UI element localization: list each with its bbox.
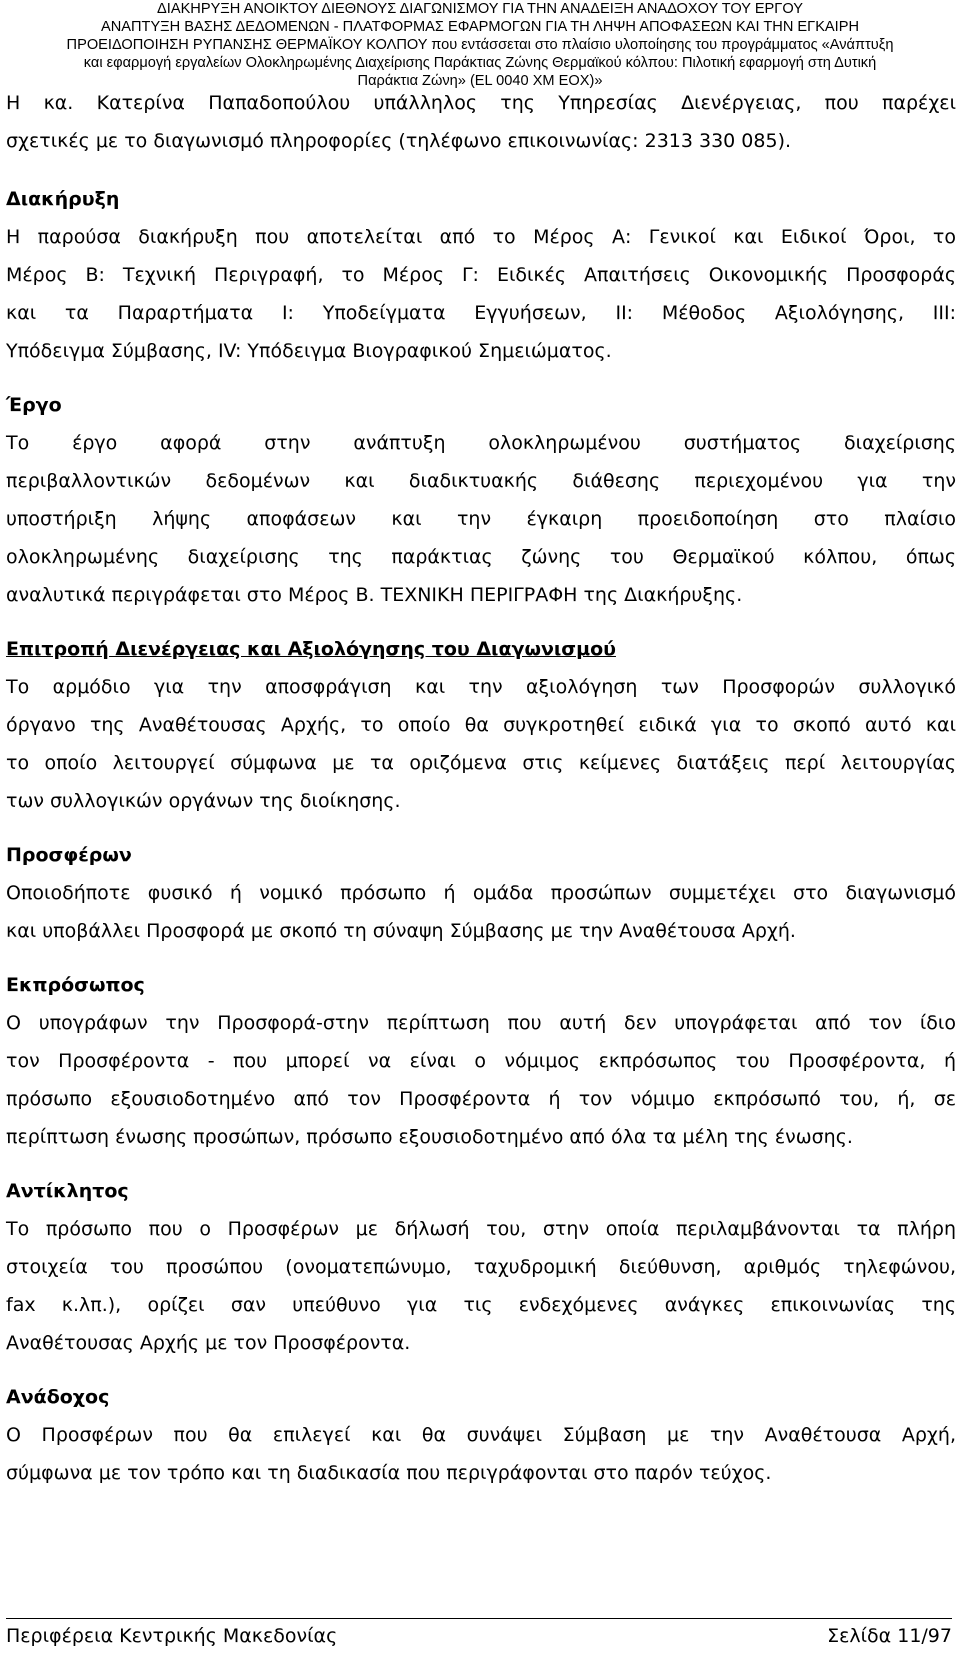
text-line: πρόσωπο εξουσιοδοτημένο από τον Προσφέροντα ή τον νόμιμο εκπρόσωπό του, ή, σε [6, 1088, 956, 1110]
header-line: ΔΙΑΚΗΡΥΞΗ ΑΝΟΙΚΤΟΥ ΔΙΕΘΝΟΥΣ ΔΙΑΓΩΝΙΣΜΟΥ ΓΙΑ ΤΗΝ ΑΝΑΔΕΙΞΗ ΑΝΑΔΟΧΟΥ ΤΟΥ ΕΡΓΟΥ [157, 1, 803, 17]
section-diakiryxi [6, 180, 956, 370]
intro-paragraph [6, 84, 956, 160]
document-body [6, 84, 956, 1492]
text-line: των συλλογικών οργάνων της διοίκησης. [6, 790, 401, 812]
section-paragraph [6, 1416, 956, 1492]
text-line: Το πρόσωπο που ο Προσφέρων με δήλωσή του, στην οποία περιλαμβάνονται τα πλήρη [6, 1218, 956, 1240]
text-line: στοιχεία του προσώπου (ονοματεπώνυμο, ταχυδρομική διεύθυνση, αριθμός τηλεφώνου, [6, 1256, 956, 1278]
text-line: Το αρμόδιο για την αποσφράγιση και την αξιολόγηση των Προσφορών συλλογικό [6, 676, 956, 698]
text-line: σύμφωνα με τον τρόπο και τη διαδικασία που περιγράφονται στο παρόν τεύχος. [6, 1462, 772, 1484]
section-anadoxos [6, 1378, 956, 1492]
text-line: και τα Παραρτήματα Ι: Υποδείγματα Εγγυήσεων, ΙΙ: Μέθοδος Αξιολόγησης, ΙΙΙ: [6, 302, 956, 324]
text-line: το οποίο λειτουργεί σύμφωνα με τα οριζόμενα στις κείμενες διατάξεις περί λειτουργίας [6, 752, 956, 774]
text-line: Μέρος Β: Τεχνική Περιγραφή, το Μέρος Γ: Ειδικές Απαιτήσεις Οικονομικής Προσφοράς [6, 264, 956, 286]
text-line: Αναθέτουσας Αρχής με τον Προσφέροντα. [6, 1332, 411, 1354]
text-line: Το έργο αφορά στην ανάπτυξη ολοκληρωμένου συστήματος διαχείρισης [6, 432, 956, 454]
text-line: και υποβάλλει Προσφορά με σκοπό τη σύναψη Σύμβασης με την Αναθέτουσα Αρχή. [6, 920, 796, 942]
text-line: Ο Προσφέρων που θα επιλεγεί και θα συνάψει Σύμβαση με την Αναθέτουσα Αρχή, [6, 1424, 956, 1446]
section-heading: Αντίκλητος [6, 1180, 129, 1202]
text-line: Η κα. Κατερίνα Παπαδοπούλου υπάλληλος της Υπηρεσίας Διενέργειας, που παρέχει [6, 92, 956, 114]
text-line: ολοκληρωμένης διαχείρισης της παράκτιας ζώνης του Θερμαϊκού κόλπου, όπως [6, 546, 956, 568]
page-number: Σελίδα 11/97 [827, 1625, 952, 1647]
page-header [0, 0, 960, 90]
header-line: ΑΝΑΠΤΥΞΗ ΒΑΣΗΣ ΔΕΔΟΜΕΝΩΝ - ΠΛΑΤΦΟΡΜΑΣ ΕΦΑΡΜΟΓΩΝ ΓΙΑ ΤΗ ΛΗΨΗ ΑΠΟΦΑΣΕΩΝ ΚΑΙ ΤΗΝ ΕΓΚΑΙΡΗ [100, 19, 859, 35]
section-paragraph [6, 668, 956, 820]
section-heading: Ανάδοχος [6, 1386, 110, 1408]
text-line: Υπόδειγμα Σύμβασης, ΙV: Υπόδειγμα Βιογραφικού Σημειώματος. [6, 340, 612, 362]
text-line: αναλυτικά περιγράφεται στο Μέρος Β. ΤΕΧΝΙΚΗ ΠΕΡΙΓΡΑΦΗ της Διακήρυξης. [6, 584, 743, 606]
text-line: fax κ.λπ.), ορίζει σαν υπεύθυνο για τις ενδεχόμενες ανάγκες επικοινωνίας της [6, 1294, 956, 1316]
section-heading: Εκπρόσωπος [6, 974, 145, 996]
text-line: περίπτωση ένωσης προσώπων, πρόσωπο εξουσιοδοτημένο από όλα τα μέλη της ένωσης. [6, 1126, 853, 1148]
section-paragraph [6, 218, 956, 370]
section-paragraph [6, 424, 956, 614]
header-line: ΠΡΟΕΙΔΟΠΟΙΗΣΗ ΡΥΠΑΝΣΗΣ ΘΕΡΜΑΪΚΟΥ ΚΟΛΠΟΥ που εντάσσεται στο πλαίσιο υλοποίησης του προγράμματος «Ανάπτυξη [66, 37, 894, 53]
header-line: Παράκτια Ζώνη» (EL 0040 XM EOX)» [357, 73, 603, 89]
section-heading: Προσφέρων [6, 844, 132, 866]
section-epitropi [6, 630, 956, 820]
text-line: όργανο της Αναθέτουσας Αρχής, το οποίο θα συγκροτηθεί ειδικά για το σκοπό αυτό και [6, 714, 956, 736]
section-heading: Διακήρυξη [6, 188, 120, 210]
section-paragraph [6, 1004, 956, 1156]
page-footer [6, 1618, 952, 1653]
section-prosferon [6, 836, 956, 950]
footer-organization: Περιφέρεια Κεντρικής Μακεδονίας [6, 1625, 338, 1647]
header-line: και εφαρμογή εργαλείων Ολοκληρωμένης Διαχείρισης Παράκτιας Ζώνης Θερμαϊκού κόλπου: Πιλοτική εφαρμογή στη Δυτική [83, 55, 877, 71]
text-line: υποστήριξη λήψης αποφάσεων και την έγκαιρη προειδοποίηση στο πλαίσιο [6, 508, 956, 530]
section-ekprosopos [6, 966, 956, 1156]
text-line: Η παρούσα διακήρυξη που αποτελείται από το Μέρος Α: Γενικοί και Ειδικοί Όροι, το [6, 226, 956, 248]
text-line: Οποιοδήποτε φυσικό ή νομικό πρόσωπο ή ομάδα προσώπων συμμετέχει στο διαγωνισμό [6, 882, 956, 904]
section-paragraph [6, 874, 956, 950]
text-line: Ο υπογράφων την Προσφορά-στην περίπτωση που αυτή δεν υπογράφεται από τον ίδιο [6, 1012, 956, 1034]
section-paragraph [6, 1210, 956, 1362]
text-line: σχετικές με το διαγωνισμό πληροφορίες (τηλέφωνο επικοινωνίας: 2313 330 085). [6, 130, 792, 152]
section-heading: Επιτροπή Διενέργειας και Αξιολόγησης του Διαγωνισμού [6, 638, 616, 660]
section-heading: Έργο [6, 394, 62, 416]
section-ergo [6, 386, 956, 614]
section-antiklitos [6, 1172, 956, 1362]
text-line: τον Προσφέροντα - που μπορεί να είναι ο νόμιμος εκπρόσωπος του Προσφέροντα, ή [6, 1050, 956, 1072]
text-line: περιβαλλοντικών δεδομένων και διαδικτυακής διάθεσης περιεχομένου για την [6, 470, 956, 492]
